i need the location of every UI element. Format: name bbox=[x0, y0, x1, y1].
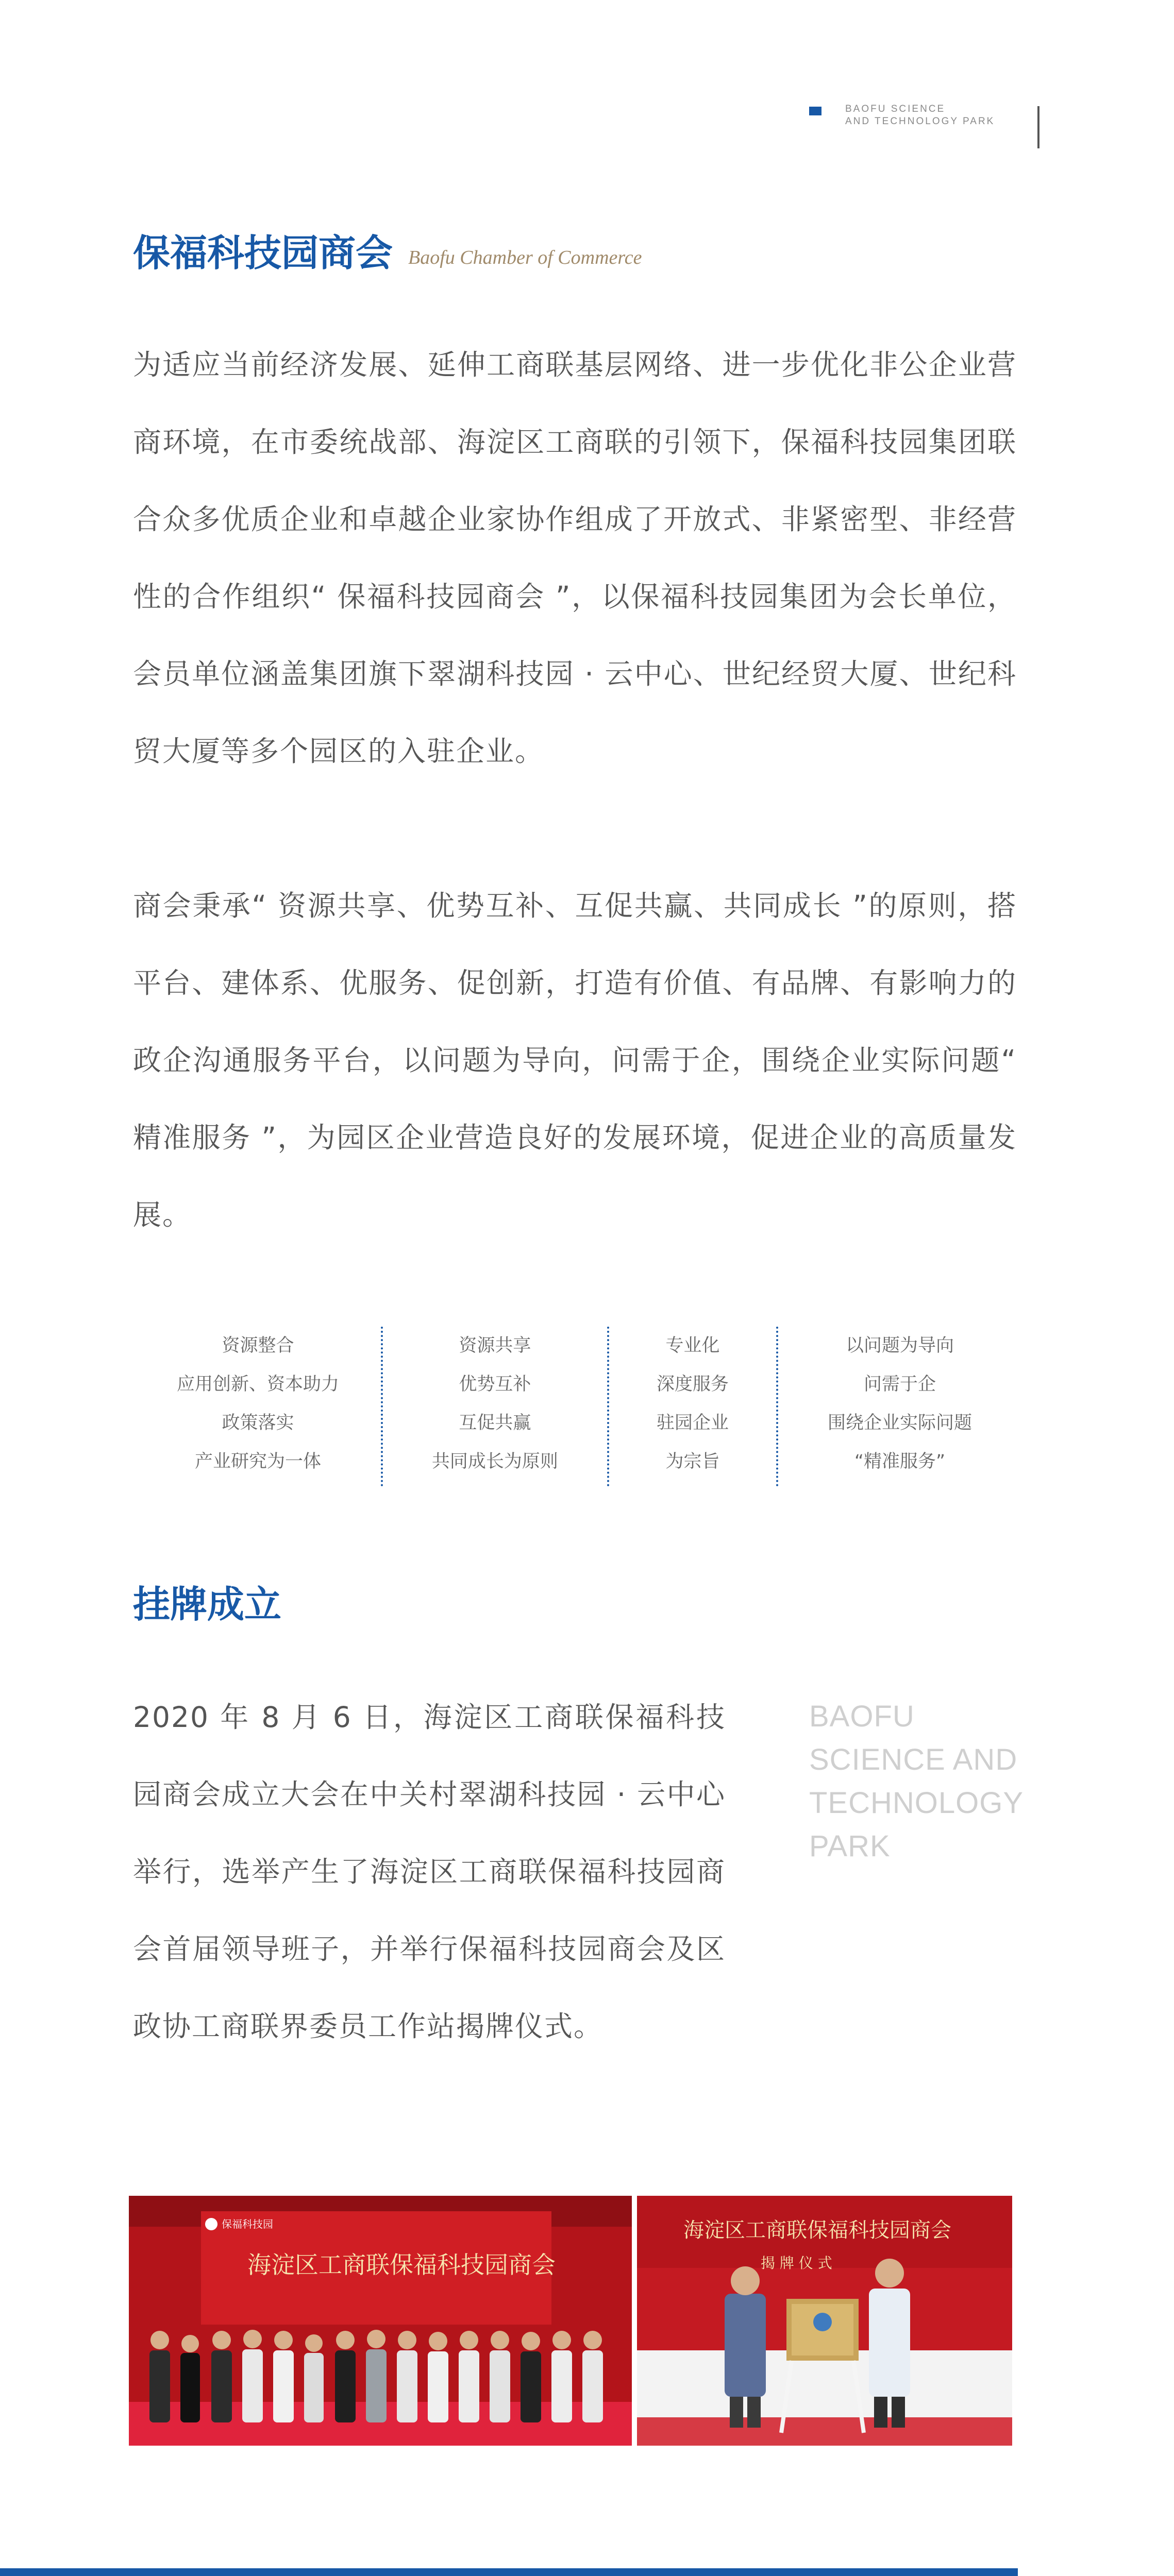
photo1-banner: 海淀区工商联保福科技园商会 bbox=[247, 2251, 556, 2279]
principle-line: 驻园企业 bbox=[656, 1413, 729, 1433]
brand-text bbox=[845, 103, 995, 128]
principle-column bbox=[135, 1327, 381, 1486]
founding-paragraph: 2020 年 8 月 6 日，海淀区工商联保福科技园商会成立大会在中关村翠湖科技园 · 云中心举行，选举产生了海淀区工商联保福科技园商会首届领导班子，并举行保福科技园商会及区政协工商联界委员工作站揭牌仪式。 bbox=[133, 1701, 726, 2043]
side-brand-watermark bbox=[809, 1695, 1024, 1868]
principle-line: 应用创新、资本助力 bbox=[176, 1374, 339, 1395]
brand-divider bbox=[1037, 106, 1039, 148]
brand-line-2: AND TECHNOLOGY PARK bbox=[845, 116, 995, 127]
principle-line: 产业研究为一体 bbox=[194, 1451, 321, 1472]
principle-line: 资源共享 bbox=[459, 1335, 531, 1356]
unveiling-photo bbox=[637, 2196, 1012, 2446]
photo2-banner: 海淀区工商联保福科技园商会 bbox=[683, 2218, 951, 2242]
principle-line: 优势互补 bbox=[459, 1374, 531, 1395]
photo2-subtitle: 揭 牌 仪 式 bbox=[761, 2255, 832, 2272]
principle-column bbox=[607, 1327, 776, 1486]
principle-line: 共同成长为原则 bbox=[431, 1451, 558, 1472]
principle-line: 资源整合 bbox=[222, 1335, 294, 1356]
principle-line: “精准服务” bbox=[854, 1451, 946, 1472]
principle-column bbox=[381, 1327, 607, 1486]
people-group bbox=[149, 2330, 603, 2422]
chamber-paragraph-2: 商会秉承“ 资源共享、优势互补、互促共赢、共同成长 ”的原则，搭平台、建体系、优服务、促创新，打造有价值、有品牌、有影响力的政企沟通服务平台，以问题为导向，问需于企，围绕企业实际问题“ 精准服务 ”，为园区企业营造良好的发展环境，促进企业的高质量发展。 bbox=[133, 889, 1017, 1231]
photo1-logo: 保福科技园 bbox=[222, 2218, 273, 2230]
bottom-band bbox=[0, 2568, 1018, 2576]
header-brand bbox=[809, 103, 1041, 149]
principle-line: 深度服务 bbox=[656, 1374, 729, 1395]
principle-line: 专业化 bbox=[665, 1335, 720, 1356]
principle-line: 政策落实 bbox=[222, 1413, 294, 1433]
side-brand-line: PARK bbox=[809, 1829, 891, 1863]
side-brand-line: TECHNOLOGY bbox=[809, 1786, 1024, 1820]
unveiling-photo-illustration bbox=[637, 2196, 1012, 2446]
principle-line: 以问题为导向 bbox=[846, 1335, 954, 1356]
group-photo bbox=[129, 2196, 632, 2446]
brand-square-icon bbox=[809, 107, 821, 115]
chamber-subtitle: Baofu Chamber of Commerce bbox=[408, 247, 642, 268]
principle-line: 问需于企 bbox=[864, 1374, 936, 1395]
chamber-paragraph-1: 为适应当前经济发展、延伸工商联基层网络、进一步优化非公企业营商环境，在市委统战部、海淀区工商联的引领下，保福科技园集团联合众多优质企业和卓越企业家协作组成了开放式、非紧密型、非经营性的合作组织“ 保福科技园商会 ”，以保福科技园集团为会长单位，会员单位涵盖集团旗下翠湖科技园 · 云中心、世纪经贸大厦、世纪科贸大厦等多个园区的入驻企业。 bbox=[133, 348, 1017, 768]
brand-line-1: BAOFU SCIENCE bbox=[845, 104, 946, 114]
principle-column bbox=[776, 1327, 1021, 1486]
principle-line: 围绕企业实际问题 bbox=[828, 1413, 972, 1433]
chamber-title bbox=[133, 231, 642, 275]
chamber-title-text: 保福科技园商会 bbox=[133, 231, 393, 275]
founding-title: 挂牌成立 bbox=[133, 1583, 282, 1626]
principle-line: 为宗旨 bbox=[665, 1451, 720, 1472]
side-brand-line: SCIENCE AND bbox=[809, 1743, 1018, 1776]
side-brand-line: BAOFU bbox=[809, 1700, 915, 1733]
principles-table bbox=[135, 1327, 1021, 1486]
principle-line: 互促共赢 bbox=[459, 1413, 531, 1433]
group-photo-illustration bbox=[129, 2196, 632, 2446]
